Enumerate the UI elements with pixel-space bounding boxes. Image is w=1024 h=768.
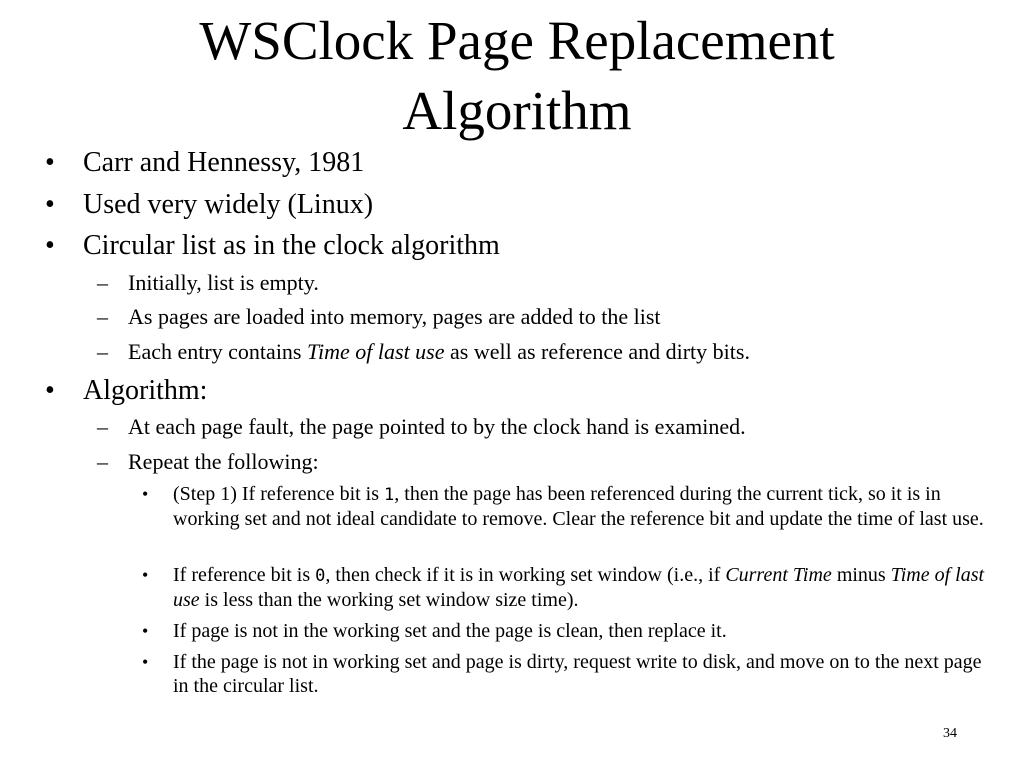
bullet-text: Algorithm: bbox=[83, 375, 208, 406]
step-text: If the page is not in working set and page is dirty, request write to disk, and move on to the next page in the circular list. bbox=[173, 651, 982, 697]
step-reference-bit-zero bbox=[142, 563, 992, 612]
step-clean-page bbox=[142, 619, 992, 643]
text-segment: is less than the working set window size time). bbox=[199, 589, 579, 611]
bullet-marker: • bbox=[45, 230, 55, 261]
step-dirty-page bbox=[142, 650, 992, 698]
text-segment: If reference bit is bbox=[173, 564, 316, 586]
bullet-text: Circular list as in the clock algorithm bbox=[83, 230, 500, 261]
dash-marker: – bbox=[97, 414, 108, 439]
text-segment: (Step 1) If reference bit is bbox=[173, 483, 385, 505]
sub-bullet-text bbox=[128, 339, 750, 365]
bullet-marker: • bbox=[142, 484, 149, 504]
emphasis-time-of-last-use: Time of last use bbox=[307, 339, 445, 364]
slide-title-line-1: WSClock Page Replacement bbox=[199, 10, 835, 71]
sub-bullet-text: Repeat the following: bbox=[128, 449, 319, 474]
sub-bullet-text: As pages are loaded into memory, pages are added to the list bbox=[128, 304, 661, 329]
bullet-marker: • bbox=[45, 375, 55, 406]
step-text bbox=[173, 563, 992, 612]
emphasis-time-of-last-use: Time of last use bbox=[173, 564, 985, 611]
page-number: 34 bbox=[943, 726, 957, 741]
text-segment: minus bbox=[831, 564, 891, 586]
dash-marker: – bbox=[97, 304, 108, 329]
emphasis-current-time: Current Time bbox=[725, 564, 832, 586]
code-value-one: 1 bbox=[384, 485, 395, 505]
dash-marker: – bbox=[97, 270, 108, 295]
sub-bullet-text: Initially, list is empty. bbox=[128, 270, 319, 295]
text-segment: , then the page has been referenced during the current tick, so it is in working set and not ideal candidate to remove. Clear the reference bit and update the time of last use. bbox=[173, 483, 984, 530]
bullet-marker: • bbox=[45, 189, 55, 220]
text-segment: as well as reference and dirty bits. bbox=[444, 339, 750, 364]
bullet-marker: • bbox=[142, 565, 149, 585]
bullet-marker: • bbox=[142, 652, 149, 672]
dash-marker: – bbox=[97, 339, 108, 364]
sub-bullet-text: At each page fault, the page pointed to by the clock hand is examined. bbox=[128, 414, 746, 439]
text-segment: , then check if it is in working set window (i.e., if bbox=[325, 564, 726, 586]
code-value-zero: 0 bbox=[315, 566, 326, 586]
step-reference-bit-one bbox=[142, 482, 992, 531]
bullet-marker: • bbox=[142, 621, 149, 641]
bullet-text: Carr and Hennessy, 1981 bbox=[83, 147, 365, 178]
step-text: If page is not in the working set and the page is clean, then replace it. bbox=[173, 620, 727, 642]
slide-title-line-2: Algorithm bbox=[402, 80, 632, 141]
slide-title bbox=[0, 6, 1024, 146]
bullet-marker: • bbox=[45, 147, 55, 178]
step-text bbox=[173, 482, 992, 531]
dash-marker: – bbox=[97, 449, 108, 474]
bullet-text: Used very widely (Linux) bbox=[83, 189, 374, 220]
text-segment: Each entry contains bbox=[128, 339, 307, 364]
